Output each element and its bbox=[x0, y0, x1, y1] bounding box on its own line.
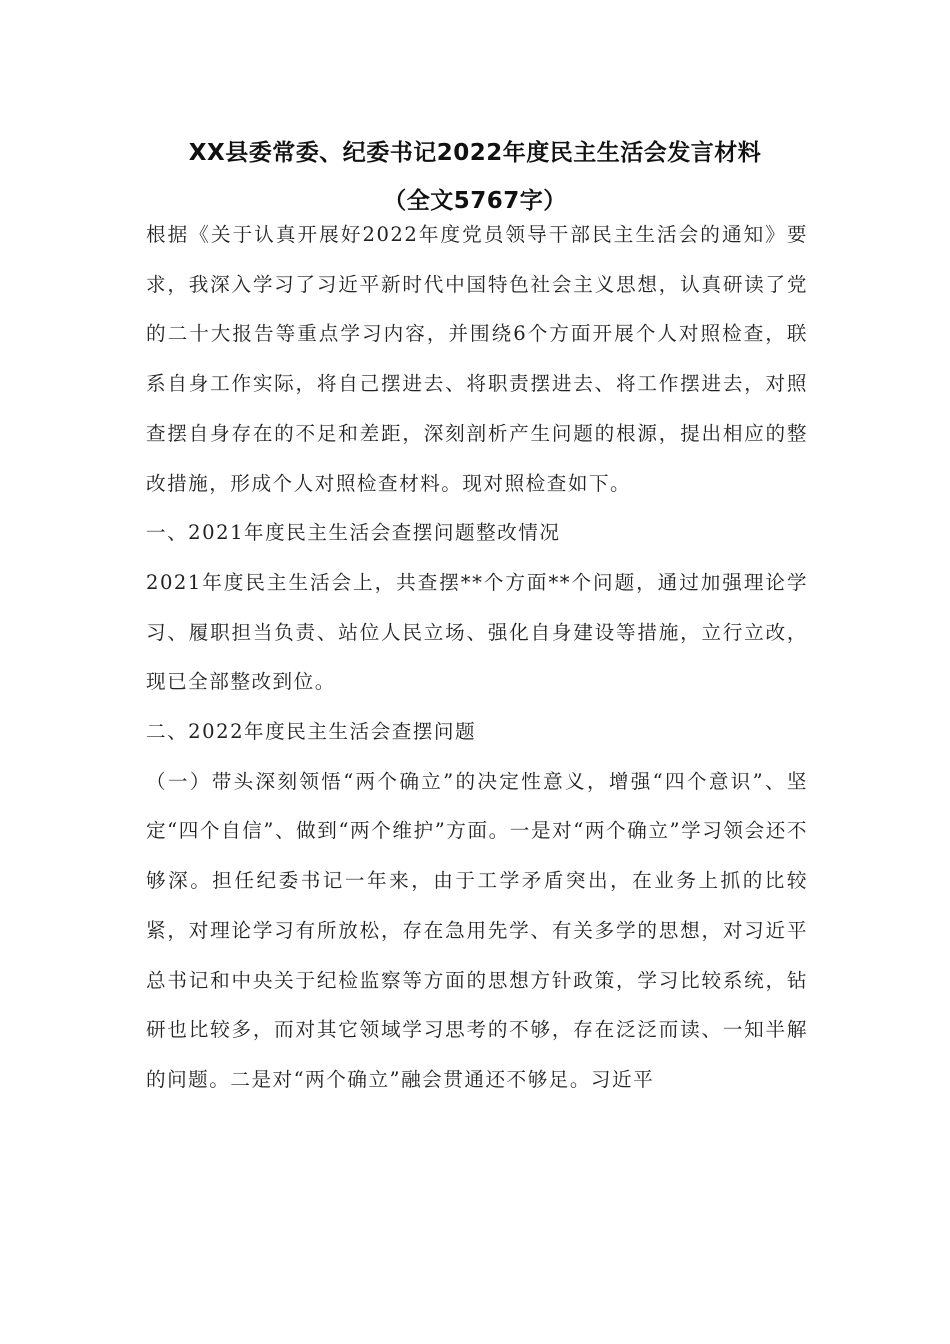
section-2-paragraph: （一）带头深刻领悟“两个确立”的决定性意义，增强“四个意识”、坚定“四个自信”、做到“两个维护”方面。一是对“两个确立”学习领会还不够深。担任纪委书记一年来，由于工学矛盾突出，在业务上抓的比较紧，对理论学习有所放松，存在急用先学、有关多学的思想，对习近平总书记和中央关于纪检监察等方面的思想方针政策，学习比较系统，钻研也比较多，而对其它领域学习思考的不够，存在泛泛而读、一知半解的问题。二是对“两个确立”融会贯通还不够足。习近平 bbox=[146, 769, 808, 1091]
intro-paragraph: 根据《关于认真开展好2022年度党员领导干部民主生活会的通知》要求，我深入学习了习近平新时代中国特色社会主义思想，认真研读了党的二十大报告等重点学习内容，并围绕6个方面开展个人对照检查，联系自身工作实际，将自己摆进去、将职责摆进去、将工作摆进去，对照查摆自身存在的不足和差距，深刻剖析产生问题的根源，提出相应的整改措施，形成个人对照检查材料。现对照检查如下。 bbox=[146, 223, 808, 495]
section-heading-1: 一、2021年度民主生活会查摆问题整改情况 bbox=[146, 521, 561, 545]
document-title: XX县委常委、纪委书记2022年度民主生活会发言材料 bbox=[188, 140, 762, 166]
section-heading-2: 二、2022年度民主生活会查摆问题 bbox=[146, 720, 477, 744]
section-1-paragraph: 2021年度民主生活会上，共查摆**个方面**个问题，通过加强理论学习、履职担当负责、站位人民立场、强化自身建设等措施，立行立改，现已全部整改到位。 bbox=[146, 570, 808, 694]
document-body bbox=[146, 210, 808, 1105]
document-subtitle: （全文5767字） bbox=[383, 188, 567, 214]
